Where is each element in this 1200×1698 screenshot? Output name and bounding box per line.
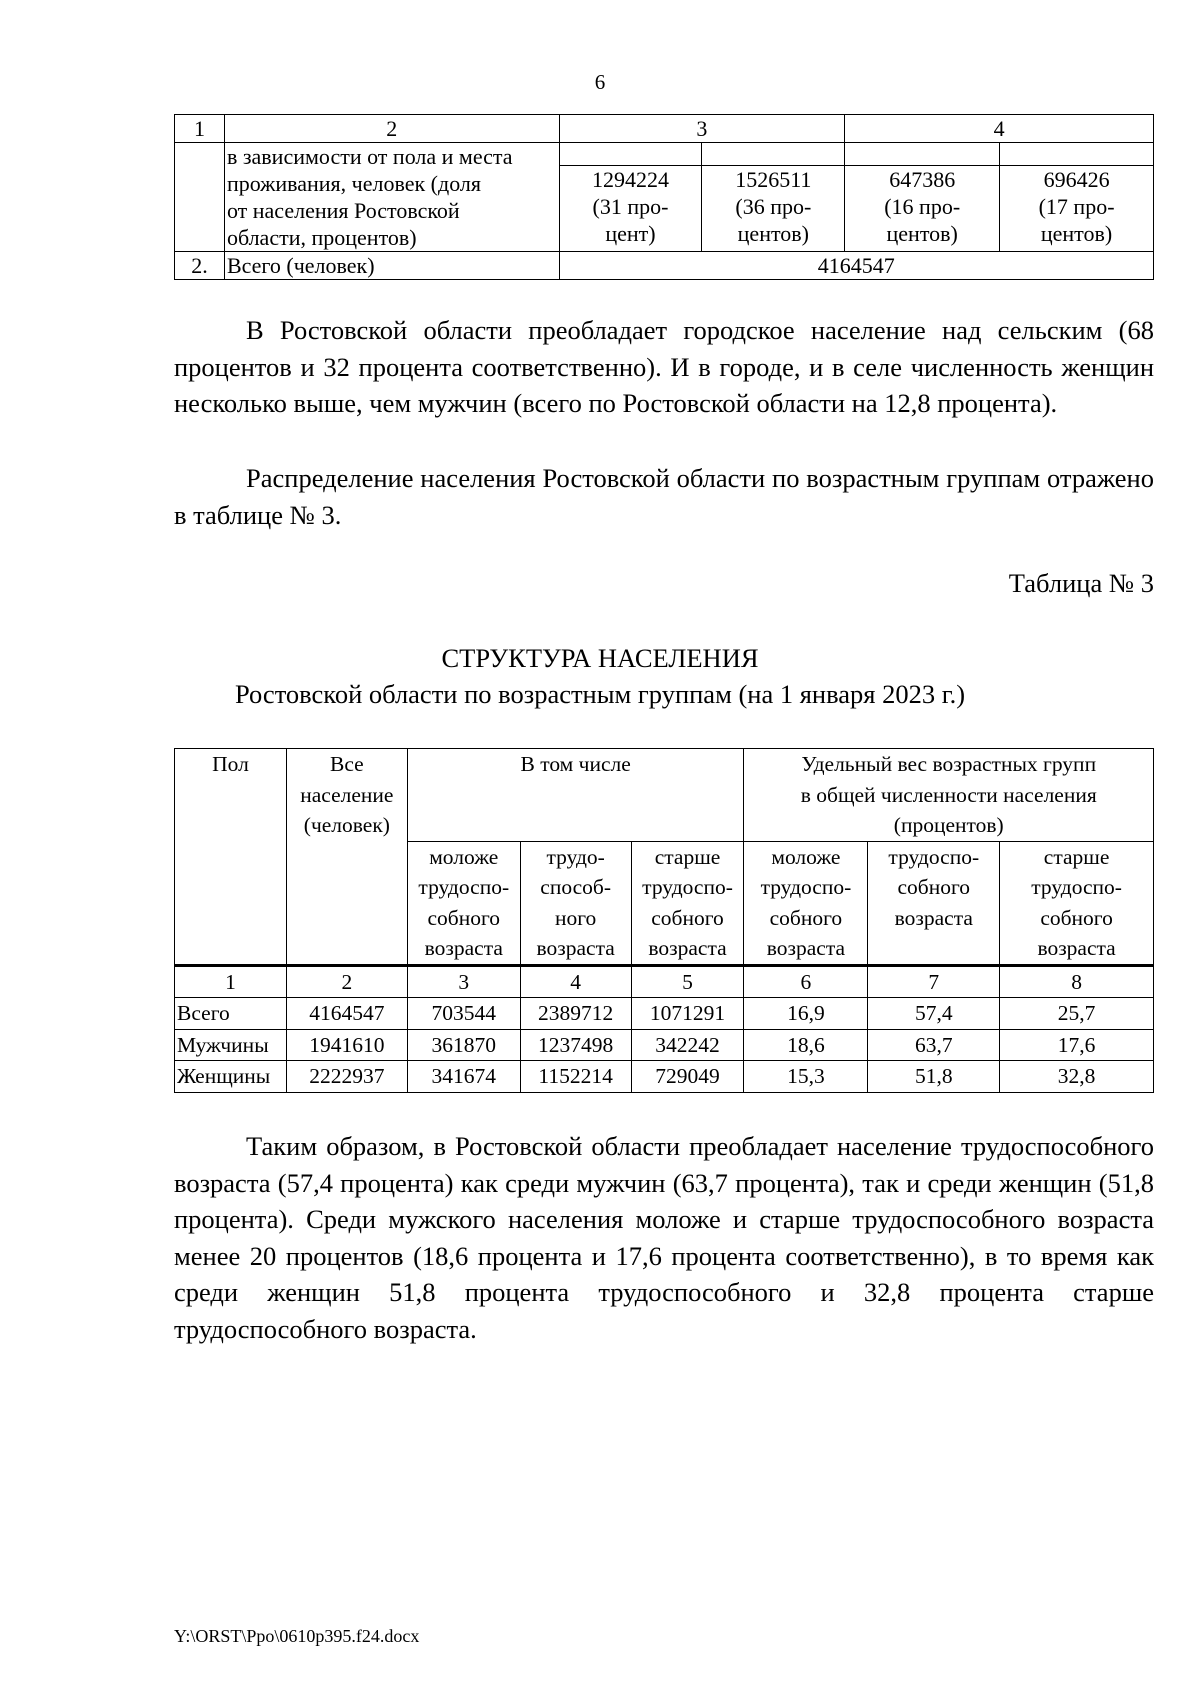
- empty-cell: [559, 143, 702, 166]
- subheader-cell: трудоспо- собного возраста: [868, 841, 1000, 965]
- header-cell: Пол: [175, 749, 287, 966]
- subheader-cell: старше трудоспо- собного возраста: [631, 841, 744, 965]
- empty-cell: [1000, 143, 1154, 166]
- table-row: Женщины 2222937 341674 1152214 729049 15,3 51,8 32,8: [175, 1061, 1154, 1093]
- paragraph: Распределение населения Ростовской области по возрастным группам отражено в таблице № 3.: [174, 463, 1154, 530]
- empty-cell: [845, 143, 1000, 166]
- subheader-cell: моложе трудоспо- собного возраста: [407, 841, 520, 965]
- paragraph: Таким образом, в Ростовской области преобладает население трудоспособного возраста (57,4 процента) как среди мужчин (63,7 процента), так и среди женщин (51,8 процента). Среди мужского населения моложе и старше трудоспособного возраста менее 20 процентов (18,6 процента и 17,6 процента соответственно), в то время как среди женщин 51,8 процента трудоспособного и 32,8 процента старше трудоспособного возраста.: [174, 1131, 1154, 1344]
- total-value-cell: 4164547: [559, 252, 1153, 280]
- row-number-cell: [175, 143, 225, 252]
- table-row: [175, 252, 1154, 280]
- value-cell: 1526511 (36 про- центов): [702, 166, 845, 252]
- subheader-cell: старше трудоспо- собного возраста: [1000, 841, 1154, 965]
- table-title: СТРУКТУРА НАСЕЛЕНИЯ: [441, 643, 759, 673]
- table-row: Мужчины 1941610 361870 1237498 342242 18,6 63,7 17,6: [175, 1029, 1154, 1061]
- header-cell: Удельный вес возрастных групп в общей численности населения (процентов): [744, 749, 1154, 842]
- row-number-cell: 2.: [175, 252, 225, 280]
- table-header-row: [175, 749, 1154, 842]
- table-label: Таблица № 3: [1008, 568, 1154, 598]
- empty-cell: [702, 143, 845, 166]
- page-number: 6: [594, 70, 606, 94]
- paragraph: В Ростовской области преобладает городское население над сельским (68 процентов и 32 процента соответственно). И в городе, и в селе численность женщин несколько выше, чем мужчин (всего по Ростовской области на 12,8 процента).: [174, 315, 1154, 418]
- value-cell: 1294224 (31 про- цент): [559, 166, 702, 252]
- header-cell: В том числе: [407, 749, 744, 842]
- table-subtitle: Ростовской области по возрастным группам (на 1 января 2023 г.): [234, 679, 966, 709]
- value-cell: 696426 (17 про- центов): [1000, 166, 1154, 252]
- subheader-cell: моложе трудоспо- собного возраста: [744, 841, 868, 965]
- subheader-cell: трудо- способ- ного возраста: [520, 841, 631, 965]
- table-row: Всего 4164547 703544 2389712 1071291 16,9 57,4 25,7: [175, 998, 1154, 1030]
- value-cell: 647386 (16 про- центов): [845, 166, 1000, 252]
- header-cell: 3: [559, 115, 845, 143]
- row-label-cell: Всего (человек): [224, 252, 559, 280]
- table-header-row: [175, 115, 1154, 143]
- header-cell: 1: [175, 115, 225, 143]
- table-row: [175, 143, 1154, 166]
- row-label-cell: в зависимости от пола и места проживания, человек (доля от населения Ростовской области, процентов): [224, 143, 559, 252]
- file-path-footer: Y:\ORST\Ppo\0610p395.f24.docx: [174, 1626, 420, 1646]
- header-cell: Все население (человек): [286, 749, 407, 966]
- population-sex-residence-table: [174, 114, 1154, 280]
- header-cell: 2: [224, 115, 559, 143]
- column-number-row: 1 2 3 4 5 6 7 8: [175, 965, 1154, 998]
- age-structure-table: [174, 748, 1154, 1093]
- header-cell: 4: [845, 115, 1154, 143]
